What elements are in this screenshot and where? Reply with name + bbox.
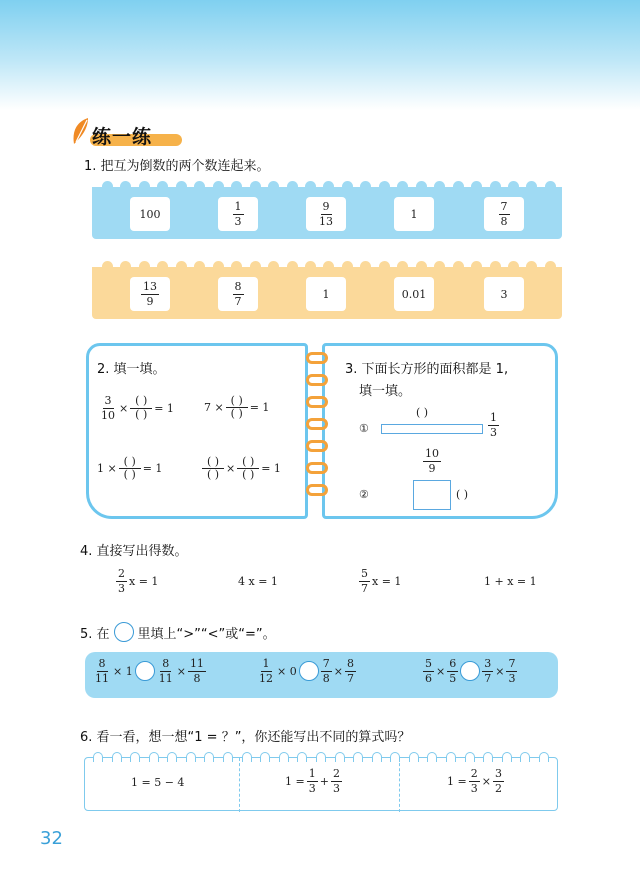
answer-blank[interactable]: $\frac{( )}{( )}$ bbox=[119, 456, 141, 481]
number-text: 100 bbox=[139, 207, 161, 221]
q4-expr-2: 4 x = 1 bbox=[238, 575, 278, 588]
q6-title: 6. 看一看，想一想“1 = ？”，你还能写出不同的算式吗？ bbox=[80, 730, 411, 745]
circle-icon bbox=[114, 622, 134, 642]
fraction: $\frac{8}{7}$ bbox=[234, 279, 242, 308]
binder-ring bbox=[306, 352, 328, 364]
q3-title-line2: 填一填。 bbox=[359, 384, 412, 399]
number-text: 3 bbox=[500, 287, 508, 301]
compare-circle[interactable] bbox=[135, 661, 155, 681]
q1-row1-strip bbox=[92, 187, 562, 239]
q3-rectangle-1 bbox=[381, 424, 483, 434]
q2-title: 2. 填一填。 bbox=[97, 362, 166, 377]
fraction: $\frac{1}{3}$ bbox=[234, 199, 242, 228]
q3-item1-blank[interactable]: ( ) bbox=[416, 406, 429, 419]
page-number: 32 bbox=[40, 828, 63, 849]
divider bbox=[239, 758, 240, 812]
fraction: $\frac{7}{8}$ bbox=[500, 199, 508, 228]
q3-rectangle-2 bbox=[413, 480, 451, 510]
q1-row2-item[interactable] bbox=[130, 277, 170, 311]
q1-row1-item[interactable] bbox=[306, 197, 346, 231]
number-text: 1 bbox=[410, 207, 418, 221]
q3-item1-label: ① bbox=[359, 422, 369, 435]
q2-expr-3: 1 × $\frac{( )}{( )}$ = 1 bbox=[97, 455, 163, 482]
feather-icon bbox=[70, 116, 92, 146]
q5-compare-2: $\frac{1}{12}$ × 0 $\frac{7}{8}$ × $\frac{8}{7}$ bbox=[259, 657, 354, 685]
q4-expr-1: $\frac{2}{3}$ x = 1 bbox=[118, 567, 159, 595]
q6-eq-3: 1 = $\frac{2}{3}$ × $\frac{3}{2}$ bbox=[447, 767, 502, 795]
binder-ring bbox=[306, 418, 328, 430]
fraction: $\frac{2}{3}$ bbox=[118, 567, 125, 595]
q2-expr-2: 7 × $\frac{( )}{( )}$ = 1 bbox=[204, 394, 270, 421]
q1-row2-item[interactable] bbox=[484, 277, 524, 311]
answer-blank[interactable]: $\frac{( )}{( )}$ bbox=[237, 456, 259, 481]
binder-ring bbox=[306, 396, 328, 408]
q1-title: 1. 把互为倒数的两个数连起来。 bbox=[84, 159, 270, 174]
q3-item1-side bbox=[488, 412, 499, 438]
answer-blank[interactable]: $\frac{( )}{( )}$ bbox=[202, 456, 224, 481]
fraction: $\frac{1}{3}$ bbox=[490, 411, 497, 439]
strip-teeth bbox=[102, 181, 556, 193]
binder-ring bbox=[306, 462, 328, 474]
fraction: $\frac{5}{7}$ bbox=[361, 567, 368, 595]
q4-expr-4: 1 + x = 1 bbox=[484, 575, 537, 588]
answer-blank[interactable]: $\frac{( )}{( )}$ bbox=[226, 395, 248, 420]
q5-title: 5. 在 里填上“>”“<”或“=”。 bbox=[80, 622, 276, 642]
section-title-text: 练一练 bbox=[92, 126, 153, 148]
strip-teeth bbox=[93, 752, 549, 762]
q1-row1-item[interactable] bbox=[484, 197, 524, 231]
divider bbox=[399, 758, 400, 812]
q6-equation-strip bbox=[84, 757, 558, 811]
q1-row2-item[interactable] bbox=[306, 277, 346, 311]
compare-circle[interactable] bbox=[460, 661, 480, 681]
compare-circle[interactable] bbox=[299, 661, 319, 681]
q5-comparison-strip bbox=[85, 652, 558, 698]
q1-row1-item[interactable] bbox=[218, 197, 258, 231]
q1-row2-strip bbox=[92, 267, 562, 319]
fraction: $\frac{3}{10}$ bbox=[101, 394, 115, 422]
q1-row1-item[interactable] bbox=[130, 197, 170, 231]
q3-title-line1: 3. 下面长方形的面积都是 1, bbox=[345, 362, 509, 377]
binder-ring bbox=[306, 440, 328, 452]
q1-row2-item[interactable] bbox=[218, 277, 258, 311]
binder-ring bbox=[306, 484, 328, 496]
q2-expr-1: $\frac{3}{10}$ × $\frac{( )}{( )}$ = 1 bbox=[101, 394, 174, 422]
q6-eq-1: 1 = 5 − 4 bbox=[131, 776, 185, 789]
q4-expr-3: $\frac{5}{7}$ x = 1 bbox=[361, 567, 402, 595]
answer-blank[interactable]: $\frac{( )}{( )}$ bbox=[130, 395, 152, 420]
fraction: $\frac{13}{9}$ bbox=[143, 279, 157, 308]
q3-item2-top bbox=[423, 448, 441, 474]
fraction: $\frac{9}{13}$ bbox=[319, 199, 333, 228]
number-text: 0.01 bbox=[401, 287, 427, 301]
fraction: $\frac{10}{9}$ bbox=[425, 447, 439, 475]
q3-item2-label: ② bbox=[359, 488, 369, 501]
q2-expr-4: $\frac{( )}{( )}$ × $\frac{( )}{( )}$ = 1 bbox=[202, 456, 281, 481]
q1-row1-item[interactable] bbox=[394, 197, 434, 231]
q3-item2-blank[interactable]: ( ) bbox=[456, 488, 469, 501]
q6-eq-2: 1 = $\frac{1}{3}$ + $\frac{2}{3}$ bbox=[285, 767, 340, 795]
q5-compare-3: $\frac{5}{6}$ × $\frac{6}{5}$ $\frac{3}{7}$ × $\frac{7}{3}$ bbox=[425, 657, 516, 685]
q4-title: 4. 直接写出得数。 bbox=[80, 544, 188, 559]
q1-row2-item[interactable] bbox=[394, 277, 434, 311]
number-text: 1 bbox=[322, 287, 330, 301]
strip-teeth bbox=[102, 261, 556, 273]
header-band bbox=[0, 0, 640, 110]
binder-ring bbox=[306, 374, 328, 386]
q5-compare-1: $\frac{8}{11}$ × 1 $\frac{8}{11}$ × $\frac{11}{8}$ bbox=[95, 657, 204, 685]
section-title bbox=[84, 118, 184, 152]
